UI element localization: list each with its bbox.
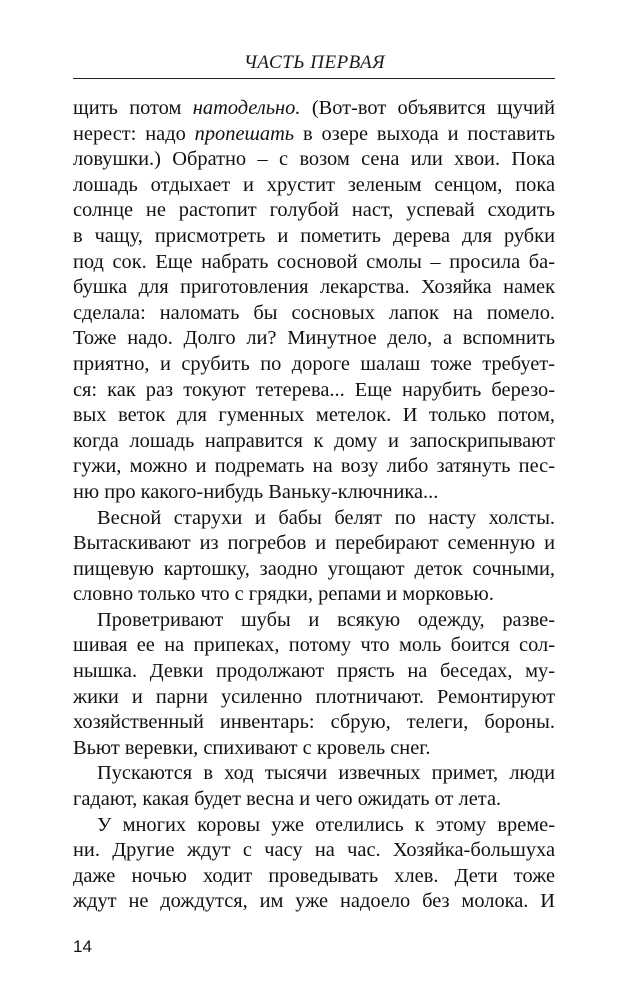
body-text bbox=[73, 96, 555, 915]
text-line: Вьют веревки, спихивают с кровель снег. bbox=[73, 736, 431, 759]
text-line: нерест: надо пропешать в озере выхода и поставить bbox=[73, 122, 556, 145]
text-line: ся: как раз токуют тетерева... Еще нарубить березо- bbox=[73, 378, 555, 401]
text-line: бушка для приготовления лекарства. Хозяйка намек bbox=[73, 276, 555, 299]
text-line: гужи, можно и подремать на возу либо затянуть пес- bbox=[73, 455, 555, 478]
header-rule bbox=[73, 78, 555, 79]
text-line: вых веток для гуменных метелок. И только потом, bbox=[73, 404, 555, 427]
text-line: сделала: наломать бы сосновых лапок на помело. bbox=[73, 301, 555, 324]
text-line: Проветривают шубы и всякую одежду, разве- bbox=[97, 608, 555, 631]
text-line: Вытаскивают из погребов и перебирают семенную и bbox=[73, 532, 555, 555]
text-line: приятно, и срубить по дороге шалаш тоже требует- bbox=[73, 352, 555, 375]
text-line: когда лошадь направится к дому и запоскрипывают bbox=[73, 429, 555, 452]
text-line: солнце не растопит голубой наст, успевай сходить bbox=[73, 199, 555, 222]
page-number: 14 bbox=[73, 937, 92, 956]
text-line: У многих коровы уже отелились к этому време- bbox=[97, 813, 555, 836]
text-line: нышка. Девки продолжают прясть на беседах, му- bbox=[73, 660, 555, 683]
text-line: жики и парни усиленно плотничают. Ремонтируют bbox=[73, 685, 555, 708]
text-line: ждут не дождутся, им уже надоело без молока. И bbox=[73, 890, 555, 913]
text-line: ни. Другие ждут с часу на час. Хозяйка-большуха bbox=[73, 839, 555, 862]
text-line: в чащу, присмотреть и пометить дерева для рубки bbox=[73, 224, 555, 247]
text-line: ловушки.) Обратно – с возом сена или хвои. Пока bbox=[73, 148, 555, 171]
text-line: лошадь отдыхает и хрустит зеленым сенцом, пока bbox=[73, 173, 555, 196]
text-line: хозяйственный инвентарь: сбрую, телеги, бороны. bbox=[73, 711, 555, 734]
text-line: Пускаются в ход тысячи извечных примет, люди bbox=[97, 762, 555, 785]
text-line: гадают, какая будет весна и чего ожидать от лета. bbox=[73, 788, 502, 811]
text-line: под сок. Еще набрать сосновой смолы – просила ба- bbox=[73, 250, 555, 273]
text-line: Тоже надо. Долго ли? Минутное дело, а вспомнить bbox=[73, 327, 555, 350]
text-line: словно только что с грядки, репами и морковью. bbox=[73, 583, 494, 606]
text-line: шивая ее на припеках, потому что моль боится сол- bbox=[73, 634, 555, 657]
running-header: ЧАСТЬ ПЕРВАЯ bbox=[243, 52, 386, 73]
text-line: даже ночью ходит проведывать хлев. Дети тоже bbox=[73, 864, 555, 887]
text-line: щить потом натодельно. (Вот-вот объявится щучий bbox=[73, 97, 555, 119]
text-line: ню про какого-нибудь Ваньку-ключника... bbox=[73, 480, 439, 503]
text-line: Весной старухи и бабы белят по насту холсты. bbox=[97, 506, 555, 529]
text-line: пищевую картошку, заодно угощают деток сочными, bbox=[73, 557, 555, 580]
